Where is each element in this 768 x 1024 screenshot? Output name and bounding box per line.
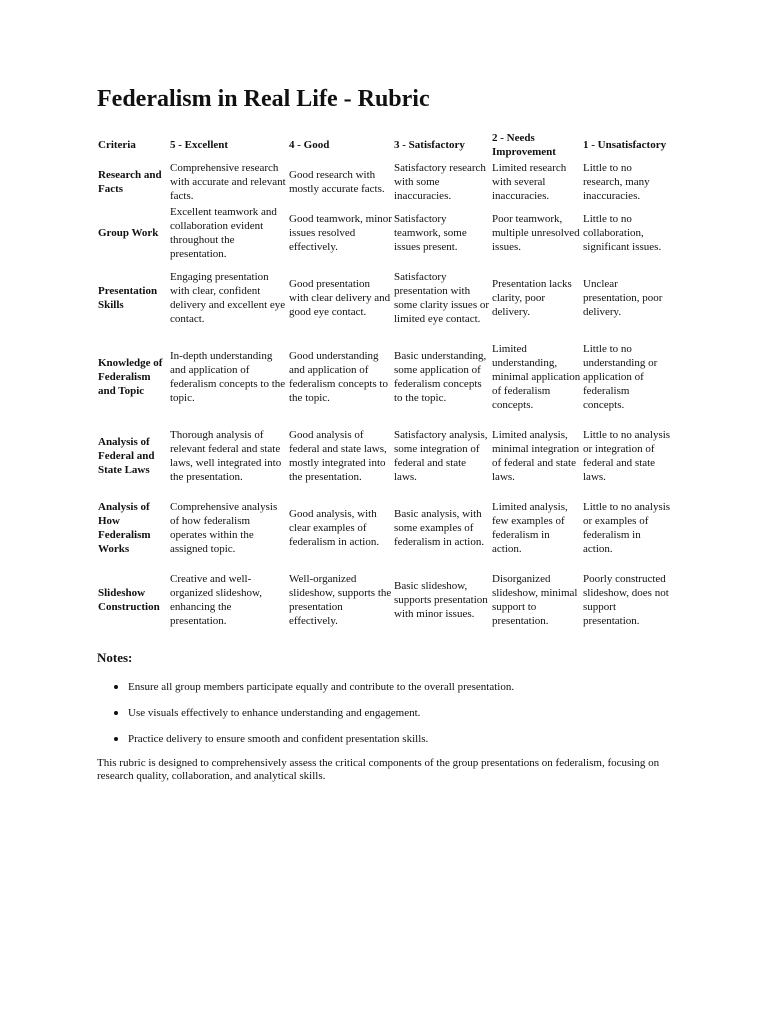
list-item (128, 706, 688, 720)
table-cell: Satisfactory teamwork, some issues present. (394, 213, 467, 253)
header-excellent: 5 - Excellent (170, 139, 229, 151)
table-cell: Basic understanding, some application of federalism concepts to the topic. (394, 350, 487, 404)
criteria-cell: Slideshow Construction (98, 587, 160, 613)
table-row (97, 334, 672, 420)
table-cell: Limited analysis, few examples of federalism in action. (492, 501, 568, 555)
table-cell: Satisfactory presentation with some clarity issues or limited eye contact. (394, 271, 490, 325)
table-cell: In-depth understanding and application of federalism concepts to the topic. (170, 350, 286, 404)
table-cell: Engaging presentation with clear, confident delivery and excellent eye contact. (170, 271, 286, 325)
table-cell: Disorganized slideshow, minimal support to presentation. (492, 573, 578, 627)
notes-list (97, 680, 688, 758)
table-cell: Excellent teamwork and collaboration evident throughout the presentation. (170, 206, 277, 260)
table-cell: Basic slideshow, supports presentation with minor issues. (394, 580, 488, 620)
table-cell: Poorly constructed slideshow, does not support presentation. (583, 573, 669, 627)
note-text: Practice delivery to ensure smooth and confident presentation skills. (128, 733, 429, 745)
rubric-table (97, 130, 672, 636)
header-needs-improvement: 2 - Needs Improvement (492, 132, 556, 158)
table-cell: Satisfactory analysis, some integration of federal and state laws. (394, 429, 488, 483)
criteria-cell: Group Work (98, 227, 159, 239)
note-text: Use visuals effectively to enhance understanding and engagement. (128, 707, 421, 719)
table-row (97, 564, 672, 636)
table-cell: Limited analysis, minimal integration of federal and state laws. (492, 429, 580, 483)
list-item (128, 680, 688, 694)
table-cell: Basic analysis, with some examples of federalism in action. (394, 508, 485, 548)
table-cell: Limited research with several inaccuracies. (492, 162, 567, 202)
table-cell: Presentation lacks clarity, poor delivery. (492, 278, 572, 318)
table-cell: Comprehensive research with accurate and relevant facts. (170, 162, 286, 202)
table-cell: Poor teamwork, multiple unresolved issues. (492, 213, 580, 253)
criteria-cell: Knowledge of Federalism and Topic (98, 357, 163, 397)
header-criteria: Criteria (98, 139, 136, 151)
table-cell: Creative and well-organized slideshow, enhancing the presentation. (170, 573, 262, 627)
table-cell: Good research with mostly accurate facts. (289, 169, 385, 195)
table-cell: Little to no understanding or application of federalism concepts. (583, 343, 658, 411)
table-cell: Thorough analysis of relevant federal and state laws, well integrated into the presentation. (170, 429, 282, 483)
table-cell: Good presentation with clear delivery and good eye contact. (289, 278, 391, 318)
header-satisfactory: 3 - Satisfactory (394, 139, 465, 151)
table-row (97, 160, 672, 204)
table-cell: Good analysis, with clear examples of federalism in action. (289, 508, 380, 548)
table-cell: Satisfactory research with some inaccuracies. (394, 162, 486, 202)
page-title: Federalism in Real Life - Rubric (97, 86, 430, 112)
list-item (128, 732, 688, 746)
table-cell: Unclear presentation, poor delivery. (583, 278, 663, 318)
table-row (97, 262, 672, 334)
table-cell: Limited understanding, minimal application of federalism concepts. (492, 343, 581, 411)
table-cell: Little to no collaboration, significant issues. (583, 213, 662, 253)
table-cell: Good understanding and application of federalism concepts to the topic. (289, 350, 388, 404)
bullet-icon (114, 711, 118, 715)
table-header-row (97, 130, 672, 160)
table-cell: Good teamwork, minor issues resolved effectively. (289, 213, 392, 253)
notes-heading: Notes: (97, 650, 133, 665)
table-row (97, 204, 672, 262)
criteria-cell: Analysis of Federal and State Laws (98, 436, 155, 476)
table-cell: Good analysis of federal and state laws, mostly integrated into the presentation. (289, 429, 387, 483)
criteria-cell: Analysis of How Federalism Works (98, 501, 151, 555)
table-row (97, 420, 672, 492)
criteria-cell: Research and Facts (98, 169, 162, 195)
note-text: Ensure all group members participate equally and contribute to the overall presentation. (128, 681, 515, 693)
table-cell: Comprehensive analysis of how federalism operates within the assigned topic. (170, 501, 278, 555)
bullet-icon (114, 685, 118, 689)
table-cell: Little to no analysis or examples of federalism in action. (583, 501, 671, 555)
table-row (97, 492, 672, 564)
header-good: 4 - Good (289, 139, 330, 151)
criteria-cell: Presentation Skills (98, 285, 158, 311)
bullet-icon (114, 737, 118, 741)
table-cell: Little to no research, many inaccuracies. (583, 162, 650, 202)
header-unsatisfactory: 1 - Unsatisfactory (583, 139, 667, 151)
summary-paragraph: This rubric is designed to comprehensively assess the critical components of the group presentations on federalism, focusing on research quality, collaboration, and analytical skills. (97, 757, 660, 782)
table-cell: Well-organized slideshow, supports the presentation effectively. (289, 573, 392, 627)
document-page (97, 84, 677, 782)
table-cell: Little to no analysis or integration of federal and state laws. (583, 429, 671, 483)
